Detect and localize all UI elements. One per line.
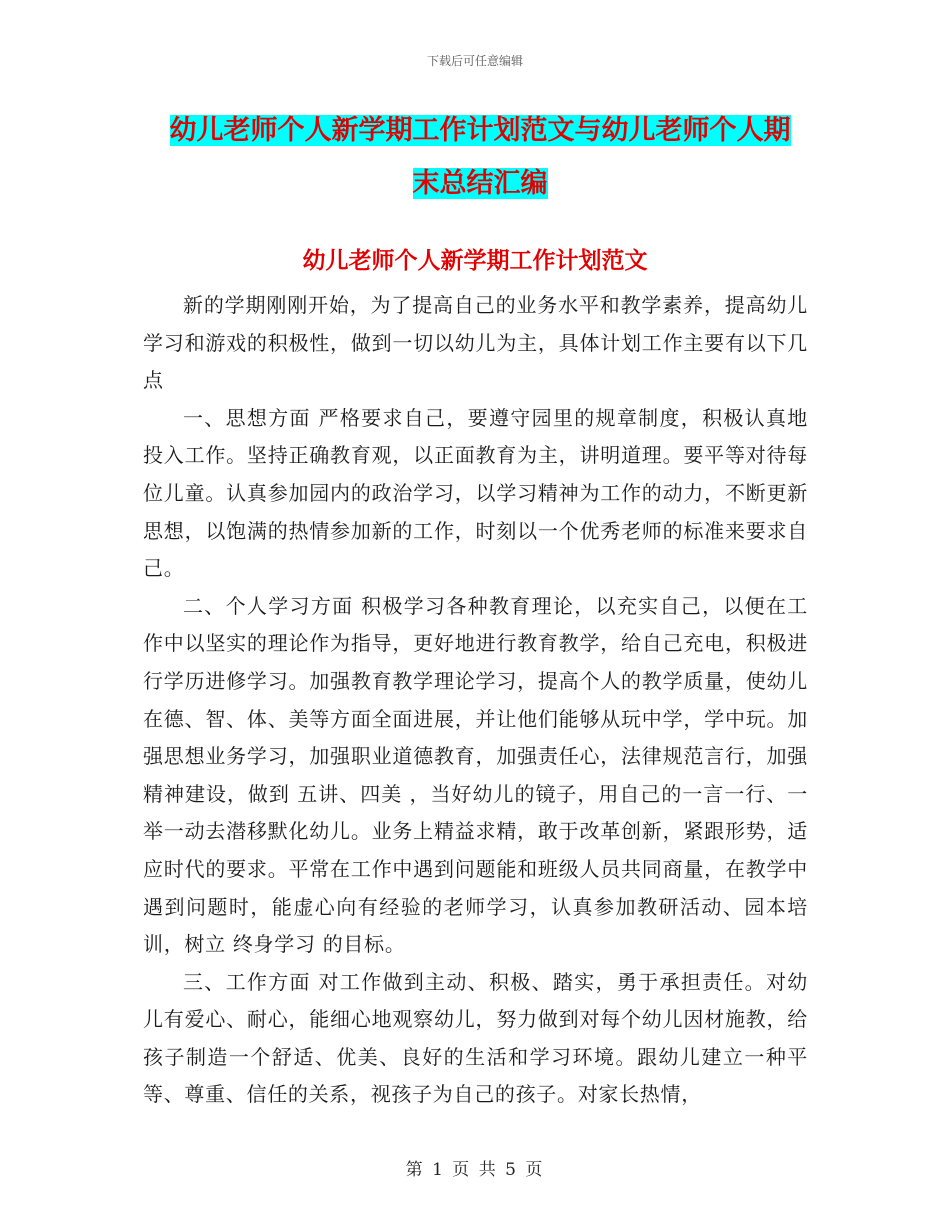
section-title: 幼儿老师个人新学期工作计划范文 <box>302 248 648 274</box>
paragraph-thought: 一、思想方面 严格要求自己，要遵守园里的规章制度，积极认真地投入工作。坚持正确教育观，以正面教育为主，讲明道理。要平等对待每位儿童。认真参加园内的政治学习，以学习精神为工作的动力，不断更新思想，以饱满的热情参加新的工作，时刻以一个优秀老师的标准来要求自己。 <box>143 405 808 581</box>
document-title <box>140 104 820 210</box>
document-title-line-1: 幼儿老师个人新学期工作计划范文与幼儿老师个人期 <box>169 115 791 146</box>
document-title-line-2: 末总结汇编 <box>412 168 548 199</box>
paragraph-work: 三、工作方面 对工作做到主动、积极、踏实，勇于承担责任。对幼儿有爱心、耐心，能细心地观察幼儿，努力做到对每个幼儿因材施教，给孩子制造一个舒适、优美、良好的生活和学习环境。跟幼儿建立一种平等、尊重、信任的关系，视孩子为自己的孩子。对家长热情， <box>143 969 808 1107</box>
page-number: 第 1 页 共 5 页 <box>405 1160 545 1180</box>
body-text <box>143 287 808 1114</box>
paragraph-study: 二、个人学习方面 积极学习各种教育理论，以充实自己，以便在工作中以坚实的理论作为指导，更好地进行教育教学，给自己充电，积极进行学历进修学习。加强教育教学理论学习，提高个人的教学质量，使幼儿在德、智、体、美等方面全面进展，并让他们能够从玩中学，学中玩。加强思想业务学习，加强职业道德教育，加强责任心，法律规范言行，加强精神建设，做到 五讲、四美 ，当好幼儿的镜子，用自己的一言一行、一举一动去潜移默化幼儿。业务上精益求精，敢于改革创新，紧跟形势，适应时代的要求。平常在工作中遇到问题能和班级人员共同商量，在教学中遇到问题时，能虚心向有经验的老师学习，认真参加教研活动、园本培训，树立 终身学习 的目标。 <box>143 593 808 957</box>
page-header-note: 下载后可任意编辑 <box>426 54 523 68</box>
paragraph-intro: 新的学期刚刚开始，为了提高自己的业务水平和教学素养，提高幼儿学习和游戏的积极性，做到一切以幼儿为主，具体计划工作主要有以下几点 <box>143 293 808 393</box>
